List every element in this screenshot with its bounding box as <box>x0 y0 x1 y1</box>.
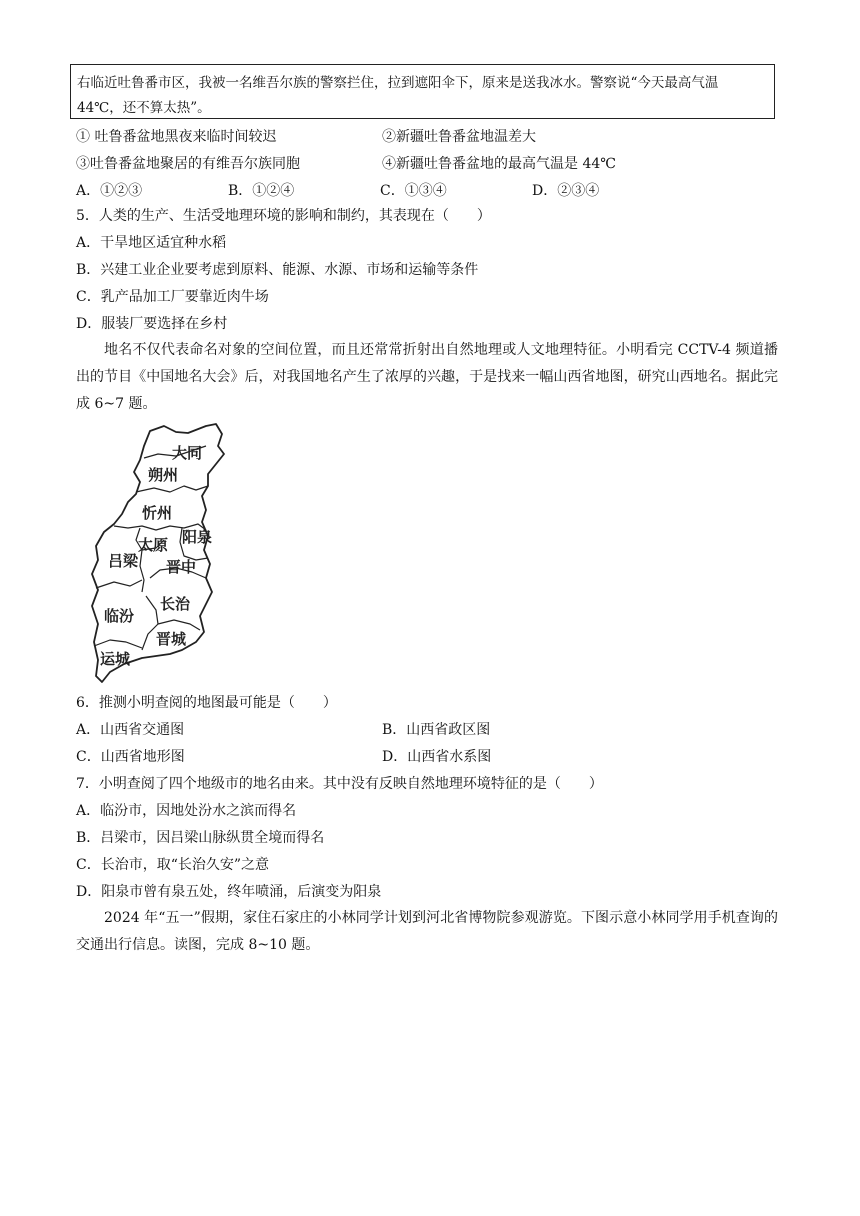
q7-option-c[interactable]: C．长治市，取“长治久安”之意 <box>76 857 270 873</box>
q5-option-b[interactable]: B．兴建工业企业要考虑到原料、能源、水源、市场和运输等条件 <box>76 262 479 278</box>
q7-option-b[interactable]: B．吕梁市，因吕梁山脉纵贯全境而得名 <box>76 830 325 846</box>
map-label-jincheng: 晋城 <box>156 630 187 648</box>
shanxi-map <box>84 420 244 690</box>
statement-4: ④新疆吐鲁番盆地的最高气温是 44℃ <box>382 156 616 172</box>
q7-option-d[interactable]: D．阳泉市曾有泉五处，终年喷涌，后演变为阳泉 <box>76 884 382 900</box>
statement-1: ① 吐鲁番盆地黑夜来临时间较迟 <box>76 129 277 145</box>
map-label-xinzhou: 忻州 <box>142 504 173 522</box>
map-label-taiyuan: 太原 <box>138 536 169 554</box>
q6-option-b[interactable]: B．山西省政区图 <box>382 722 491 738</box>
q4-option-d[interactable]: D．②③④ <box>532 183 600 199</box>
q7-option-a[interactable]: A．临汾市，因地处汾水之滨而得名 <box>76 803 297 819</box>
map-label-linfen: 临汾 <box>104 607 135 625</box>
q4-statements-row-1 <box>76 126 776 148</box>
q5-option-d[interactable]: D．服装厂要选择在乡村 <box>76 316 228 332</box>
q4-statements-row-2 <box>76 153 776 175</box>
map-label-yangquan: 阳泉 <box>182 528 213 546</box>
map-label-changzhi: 长治 <box>160 595 191 613</box>
map-label-lvliang: 吕梁 <box>108 552 139 570</box>
q5-option-c[interactable]: C．乳产品加工厂要靠近肉牛场 <box>76 289 269 305</box>
q6-option-a[interactable]: A．山西省交通图 <box>76 722 185 738</box>
map-label-shuozhou: 朔州 <box>148 466 179 484</box>
map-label-datong: 大同 <box>172 444 203 462</box>
q4-option-c[interactable]: C．①③④ <box>380 183 447 199</box>
q6-option-d[interactable]: D．山西省水系图 <box>382 749 492 765</box>
quote-text: 右临近吐鲁番市区，我被一名维吾尔族的警察拦住，拉到遮阳伞下，原来是送我冰水。警察说“今天最高气温 44℃，还不算太热”。 <box>77 75 719 116</box>
quote-box <box>70 64 775 119</box>
statement-2: ②新疆吐鲁番盆地温差大 <box>382 129 536 145</box>
q6-option-c[interactable]: C．山西省地形图 <box>76 749 185 765</box>
q5-option-a[interactable]: A．干旱地区适宜种水稻 <box>76 235 227 251</box>
intro-6-7: 地名不仅代表命名对象的空间位置，而且还常常折射出自然地理或人文地理特征。小明看完 CCTV-4 频道播出的节目《中国地名大会》后，对我国地名产生了浓厚的兴趣，于是找来一幅山西省地图，研究山西地名。据此完成 6~7 题。 <box>76 342 778 412</box>
map-label-jinzhong: 晋中 <box>166 558 197 576</box>
q6-stem: 6．推测小明查阅的地图最可能是（ ） <box>76 695 337 711</box>
intro-8-10: 2024 年“五一”假期，家住石家庄的小林同学计划到河北省博物院参观游览。下图示意小林同学用手机查询的交通出行信息。读图，完成 8~10 题。 <box>76 910 778 953</box>
statement-3: ③吐鲁番盆地聚居的有维吾尔族同胞 <box>76 156 300 172</box>
q5-stem: 5．人类的生产、生活受地理环境的影响和制约，其表现在（ ） <box>76 208 491 224</box>
q7-stem: 7．小明查阅了四个地级市的地名由来。其中没有反映自然地理环境特征的是（ ） <box>76 776 603 792</box>
map-label-yuncheng: 运城 <box>100 650 131 668</box>
q4-options-row <box>76 180 776 202</box>
q4-option-a[interactable]: A．①②③ <box>76 183 143 199</box>
q4-option-b[interactable]: B．①②④ <box>228 183 295 199</box>
